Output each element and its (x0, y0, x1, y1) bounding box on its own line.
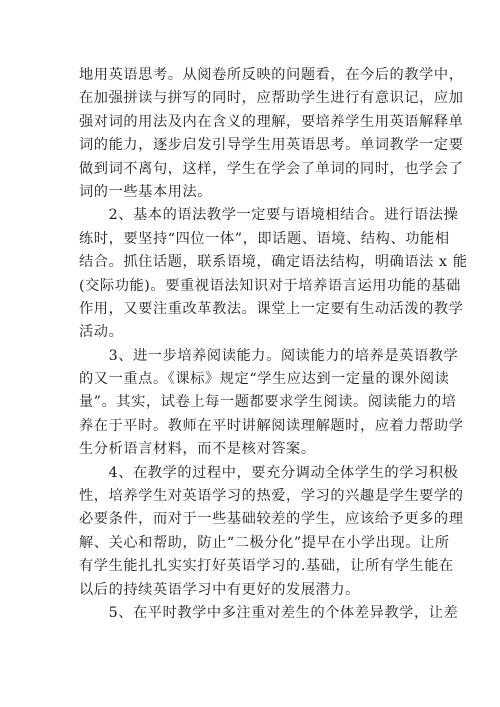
text-line: 解、关心和帮助，防止“二极分化”提早在小学出现。让所 (79, 534, 450, 551)
text-line: 在加强拼读与拼写的同时，应帮助学生进行有意识记，应加 (79, 90, 464, 107)
text-line: 有学生能扎扎实实打好英语学习的.基础，让所有学生能在 (79, 558, 454, 575)
text-line: 的又一重点。《课标》规定“学生应达到一定量的课外阅读 (79, 371, 450, 388)
text-line: 量”。其实，试卷上每一题都要求学生阅读。阅读能力的培 (79, 394, 457, 411)
text-line: 强对词的用法及内在含义的理解，要培养学生用英语解释单 (79, 113, 464, 130)
paragraph (79, 462, 464, 602)
text-line: 生分析语言材料，而不是核对答案。 (79, 441, 316, 458)
text-line: 4、在教学的过程中，要充分调动全体学生的学习积极 (79, 464, 459, 481)
paragraph (79, 64, 464, 204)
text-line: 性，培养学生对英语学习的热爱，学习的兴趣是学生要学的 (79, 488, 464, 505)
text-line: 2、基本的语法教学一定要与语境相结合。进行语法操 (79, 207, 459, 224)
text-line: 地用英语思考。从阅卷所反映的问题看，在今后的教学中， (79, 67, 464, 83)
text-line: 做到词不离句，这样，学生在学会了单词的同时，也学会了 (79, 160, 464, 177)
text-line: 结合。抓住话题，联系语境，确定语法结构，明确语法 x 能 (79, 254, 468, 271)
paragraph (79, 345, 464, 462)
paragraph (79, 204, 468, 344)
text-line: 练时，要坚持“四位一体”，即话题、语境、结构、功能相 (79, 230, 450, 247)
text-line: 作用，又要注重改革教法。课堂上一定要有生动活泼的教学 (79, 300, 464, 317)
text-line: 5、在平时教学中多注重对差生的个体差异教学，让差 (79, 604, 459, 621)
text-line: 3、进一步培养阅读能力。阅读能力的培养是英语教学 (79, 347, 459, 364)
document-body (79, 64, 468, 625)
text-line: 以后的持续英语学习中有更好的发展潜力。 (79, 581, 360, 598)
paragraph (79, 602, 459, 625)
text-line: 词的能力，逐步启发引导学生用英语思考。单词教学一定要 (79, 137, 464, 154)
text-line: 活动。 (79, 324, 124, 341)
text-line: 必要条件，而对于一些基础较差的学生，应该给予更多的理 (79, 511, 464, 528)
text-line: 养在于平时。教师在平时讲解阅读理解题时，应着力帮助学 (79, 417, 464, 434)
text-line: (交际功能)。要重视语法知识对于培养语言运用功能的基础 (79, 277, 461, 294)
text-line: 词的一些基本用法。 (79, 183, 213, 200)
